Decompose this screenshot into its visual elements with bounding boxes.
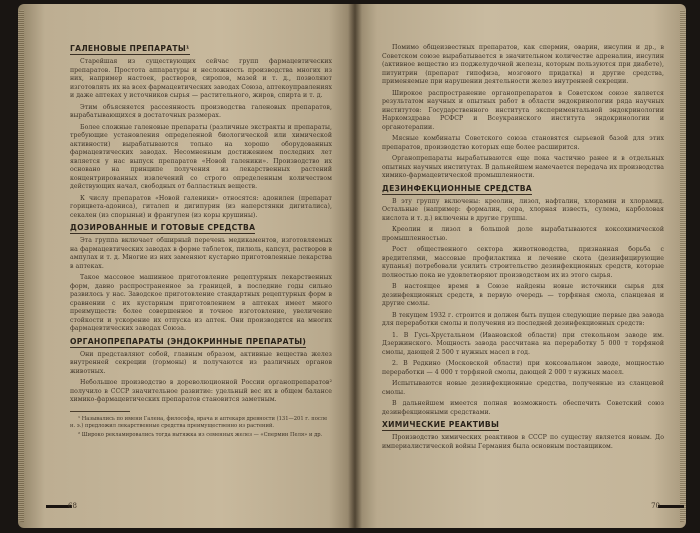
section-heading — [70, 223, 332, 233]
paragraph: Широкое распространение органопрепаратов в Советском союзе является результатом научных и опытных работ в области эндокринологии ряда научных институтов: Государственного института экспериментальной эндокринологии Наркомздрава РСФСР и Всеукраинского института эндокринологии и органотерапии. — [382, 89, 664, 131]
paragraph: Производство химических реактивов в СССР по существу является новым. До империалистической войны Германия была основным поставщиком. — [382, 434, 664, 450]
paragraph: Органопрепараты вырабатываются еще пока частично ранее и в отдельных опытных научных институтах. В дальнейшем намечается передача их производства химико-фармацевтической промышленности. — [382, 155, 664, 179]
right-page-number: 70 — [651, 502, 660, 510]
paragraph: Мясные комбинаты Советского союза становятся сырьевой базой для этих препаратов, производство которых еще более расширится. — [382, 135, 664, 151]
paragraph: В эту группу включены: креолин, лизол, нафталин, хлорамин и хлорамид. Остальные (например: формалин, сера, хлорная известь, сулема, карболовая кислота и т. д.) включены в другие группы. — [382, 197, 664, 222]
paragraph: Рост общественного сектора животноводства, признанная борьба с вредителями, массовые профилактика и лечение скота (дезинфицирующие купанья) потребовали усилить строительство дезинфекционных средств, которые полностью пока не удовлетворяют производством их из этого сырья. — [382, 246, 664, 279]
section-heading-text: ДЕЗИНФЕКЦИОННЫЕ СРЕДСТВА — [382, 183, 532, 193]
open-book — [18, 4, 686, 528]
footnote: ¹ Назывались по имени Галена, философа, врача и аптекаря древности (131—201 г. после н. э.) предложил лекарственные средства преимущественно из растений. — [70, 415, 328, 429]
section-heading — [382, 184, 664, 194]
paragraph: В дальнейшем имеется полная возможность обеспечить Советский союз дезинфекционными средствами. — [382, 400, 664, 416]
paragraph: К числу препаратов «Новой галеники» относятся: адонилен (препарат горицвета-адониса), гиталеп и дигипурин (из наперстянки дигиталиса), секален (из спорыньи) и франгулен (из коры крушины). — [70, 194, 332, 219]
left-page-number: 68 — [68, 502, 77, 510]
paragraph: Небольшое производство в дореволюционной России органопрепаратов² получило в СССР значительное развитие: удельный вес их в общем балансе химико-фармацевтических препаратов становится заметным. — [70, 379, 332, 403]
left-page-text — [70, 44, 332, 441]
paragraph: В текущем 1932 г. строится и должен быть пущен следующие первые два завода для переработки смолы и получения из последней дезинфекционных средств: — [382, 311, 664, 327]
paragraph: Помимо общеизвестных препаратов, как спермин, оварин, инсулин и др., в Советском союзе вырабатывается в значительном количестве адреналин, инсулин (активное вещество из поджелудочной железы, которым пользуются при диабете), питуитрин (препарат гипофиза, мозгового придатка) и другие средства, применяемые при нарушении деятельности желез внутренней секреции. — [382, 44, 664, 85]
paragraph: 1. В Гусь-Хрустальном (Ивановской области) при стекольном заводе им. Дзержинского. Мощность завода рассчитана на переработку 5 000 т торфяной смолы, дающей 2 500 т нужных масел в год. — [382, 331, 664, 356]
section-heading-text: ХИМИЧЕСКИЕ РЕАКТИВЫ — [382, 420, 500, 429]
section-heading — [70, 337, 332, 347]
footnote: ² Широко рекламировались тогда вытяжка из семенных желез — «Спермин Пеля» и др. — [78, 431, 323, 438]
paragraph: Испытываются новые дезинфекционные средства, полученные из сланцевой смолы. — [382, 380, 664, 396]
footnote-rule — [70, 411, 130, 412]
paragraph: Старейшая из существующих сейчас групп фармацевтических препаратов. Простота аппаратуры и несложность производства многих из них, например настоек, растворов, сиропов, мазей и т. д., позволяют изготовлять их на всех фармацевтических заводах Союза, аптекоуправлениях и даже аптеках у источников сырья — растительного, жиров, спирта и т. д. — [70, 58, 332, 99]
left-page — [18, 4, 356, 528]
paragraph: Они представляют собой, главным образом, активные вещества желез внутренней секреции (гормоны) и получаются из различных органов животных. — [70, 350, 332, 375]
paragraph: 2. В Редкино (Московской области) при коксовальном заводе, мощностью переработки — 4 000 т торфяной смолы, дающей 2 000 т нужных масел. — [382, 360, 664, 376]
section-heading-text: ДОЗИРОВАННЫЕ И ГОТОВЫЕ СРЕДСТВА — [70, 223, 256, 232]
right-page — [354, 4, 686, 528]
paragraph: Более сложные галеновые препараты (различные экстракты и препараты, требующие установления определенной биологической или химической активности) вырабатываются только на хорошо оборудованных фармацевтических заводах. Несомненным достижением последних лет является у нас выпуск препаратов «Новой галеники». Производство их основано на принципе получения из лекарственных растений концентрированных извлечений со строго определенным количеством действующих начал, свободных от балластных веществ. — [70, 123, 332, 190]
left-page-edge — [18, 10, 24, 522]
section-heading-text: ГАЛЕНОВЫЕ ПРЕПАРАТЫ¹ — [70, 44, 190, 53]
book-gutter — [348, 4, 362, 528]
section-heading — [70, 44, 332, 54]
paragraph: Этим объясняется рассеянность производства галеновых препаратов, вырабатывающихся в достаточных размерах. — [70, 103, 332, 119]
right-page-text — [382, 44, 664, 454]
paragraph: Креолин и лизол в большой доле вырабатываются коксохимической промышленностью. — [382, 226, 664, 242]
paragraph: Эта группа включает обширный перечень медикаментов, изготовляемых на фармацевтических заводах в форме таблеток, пилюль, капсул, растворов в ампулах и т. д. Многие из них заменяют кустарно приготовленные лекарства в аптеках. — [70, 237, 332, 270]
paragraph: Такое массовое машинное приготовление рецептурных лекарственных форм, давно распространенное за границей, в последние годы сильно развилось у нас. Заводское приготовление стандартных рецептурных форм в сравнении с их кустарным приготовлением в аптеках имеет много преимуществ: более совершенное и точное изготовление, увеличение стойкости и ускорение их отпуска из аптек. Они производятся на многих фармацевтических заводах Союза. — [70, 274, 332, 332]
right-page-edge — [680, 10, 686, 522]
section-heading-text: ОРГАНОПРЕПАРАТЫ (ЭНДОКРИННЫЕ ПРЕПАРАТЫ) — [70, 336, 307, 346]
right-page-mark — [658, 505, 684, 508]
paragraph: В настоящее время в Союзе найдены новые источники сырья для дезинфекционных средств, в первую очередь — торфяная смола, сланцевая и другие смолы. — [382, 283, 664, 307]
section-heading — [382, 420, 664, 430]
